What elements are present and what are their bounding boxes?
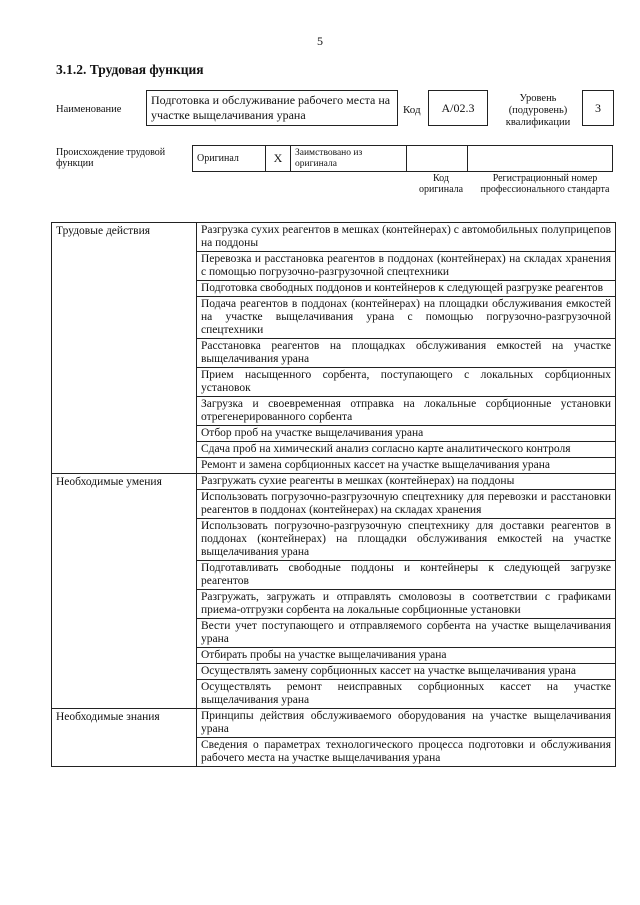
reg-number-label: Регистрационный номер профессионального стандарта [480,173,610,195]
borrowed-label: Заимствовано из оригинала [291,146,407,172]
list-item: Ремонт и замена сорбционных кассет на участке выщелачивания урана [197,458,616,474]
list-item: Принципы действия обслуживаемого оборудования на участке выщелачивания урана [197,709,616,738]
table-row [52,709,616,738]
original-mark: X [266,146,291,172]
list-item: Отбор проб на участке выщелачивания урана [197,426,616,442]
table-row [52,223,616,252]
origin-table [192,145,613,172]
list-item: Осуществлять ремонт неисправных сорбционных кассет на участке выщелачивания урана [197,680,616,709]
list-item: Использовать погрузочно-разгрузочную спецтехнику для перевозки и расстановки реагентов в поддонах (контейнерах) на складах хранения [197,490,616,519]
reg-number-cell [468,146,613,172]
list-item: Загрузка и своевременная отправка на локальные сорбционные установки отрегенерированного сорбента [197,397,616,426]
function-code-field: А/02.3 [428,90,488,126]
list-item: Подготавливать свободные поддоны и контейнеры к следующей загрузке реагентов [197,561,616,590]
code-original-cell [407,146,468,172]
list-item: Подготовка свободных поддонов и контейнеров к следующей разгрузке реагентов [197,281,616,297]
list-item: Разгружать сухие реагенты в мешках (контейнерах) на поддоны [197,474,616,490]
name-label: Наименование [56,104,122,115]
section-title: 3.1.2. Трудовая функция [56,62,204,77]
section-label: Трудовые действия [52,223,197,474]
section-label: Необходимые умения [52,474,197,709]
origin-label: Происхождение трудовой функции [56,147,166,169]
list-item: Отбирать пробы на участке выщелачивания урана [197,648,616,664]
original-label: Оригинал [193,146,266,172]
list-item: Сдача проб на химический анализ согласно карте аналитического контроля [197,442,616,458]
function-name-field: Подготовка и обслуживание рабочего места на участке выщелачивания урана [146,90,398,126]
list-item: Сведения о параметрах технологического процесса подготовки и обслуживания рабочего места на участке выщелачивания урана [197,738,616,767]
level-label: Уровень (подуровень) квалификации [505,93,571,128]
list-item: Разгрузка сухих реагентов в мешках (контейнерах) с автомобильных полуприцепов на поддоны [197,223,616,252]
list-item: Использовать погрузочно-разгрузочную спецтехнику для доставки реагентов в поддонах (контейнерах) на площадки обслуживания емкостей на участке выщелачивания урана [197,519,616,561]
qualification-level-field: 3 [582,90,614,126]
list-item: Перевозка и расстановка реагентов в поддонах (контейнерах) на складах хранения с помощью погрузочно-разгрузочной спецтехники [197,252,616,281]
code-label: Код [403,104,421,116]
list-item: Прием насыщенного сорбента, поступающего с локальных сорбционных установок [197,368,616,397]
list-item: Вести учет поступающего и отправляемого сорбента на участке выщелачивания урана [197,619,616,648]
labor-function-table [51,222,616,767]
list-item: Разгружать, загружать и отправлять смоловозы в соответствии с графиками приема-отгрузки сорбента на локальные сорбционные установки [197,590,616,619]
list-item: Расстановка реагентов на площадках обслуживания емкостей на участке выщелачивания урана [197,339,616,368]
code-original-label: Код оригинала [418,173,464,195]
page-number: 5 [317,34,323,48]
section-label: Необходимые знания [52,709,197,767]
list-item: Подача реагентов в поддонах (контейнерах) на площадки обслуживания емкостей на участке выщелачивания урана с помощью погрузочно-разгрузочной спецтехники [197,297,616,339]
list-item: Осуществлять замену сорбционных кассет на участке выщелачивания урана [197,664,616,680]
table-row [52,474,616,490]
